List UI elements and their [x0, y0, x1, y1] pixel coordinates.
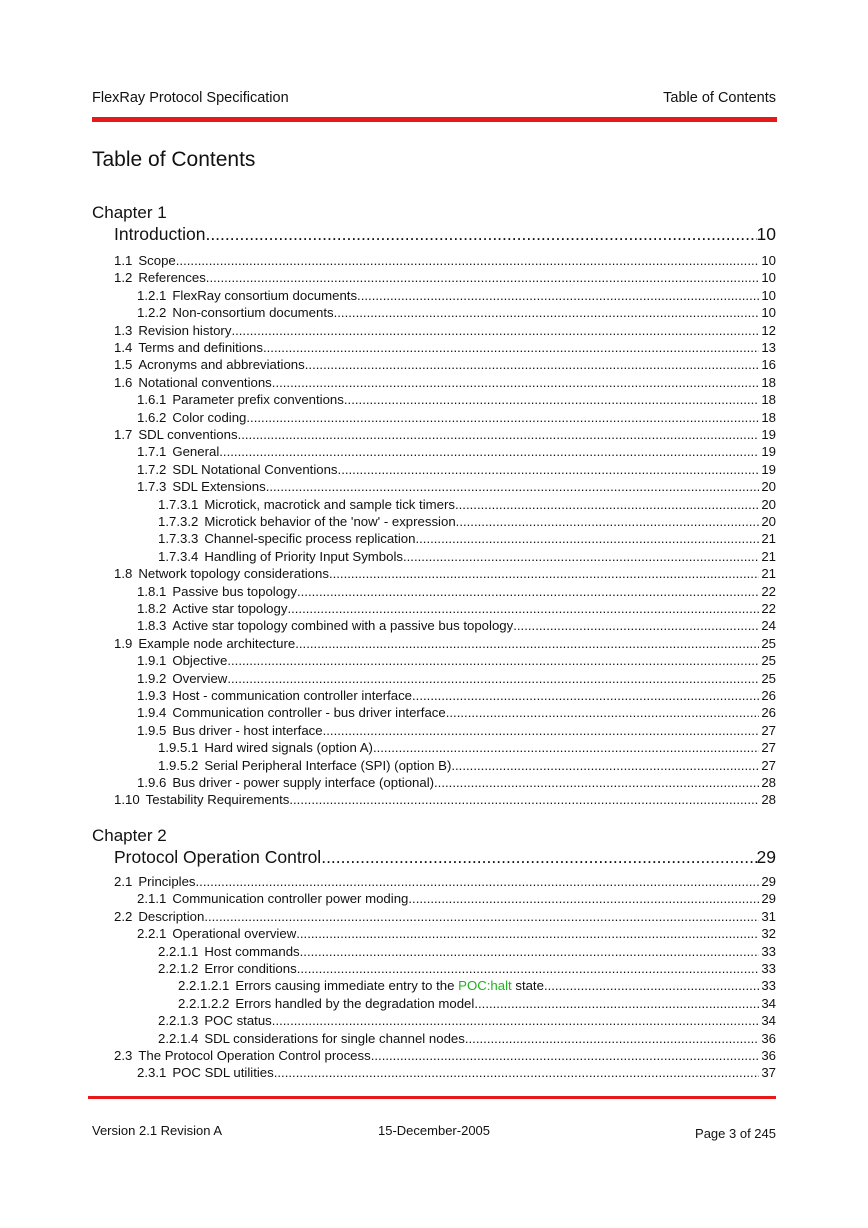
- toc-entry-text: Microtick, macrotick and sample tick timers: [204, 496, 455, 512]
- dot-leader: [434, 774, 759, 791]
- toc-entry-page: 19: [761, 444, 776, 460]
- toc-entry-page: 19: [761, 461, 776, 477]
- toc-entry-page: 37: [761, 1065, 776, 1081]
- dot-leader: [231, 322, 759, 339]
- toc-entry-label: [172, 1064, 273, 1081]
- toc-entry-text: Errors handled by the degradation model: [235, 995, 475, 1011]
- toc-entry-number: 2.1: [114, 874, 133, 889]
- toc-entry[interactable]: [158, 1012, 776, 1029]
- toc-entry-text: Bus driver - power supply interface (optional): [172, 775, 435, 790]
- toc-entry-text: Network topology considerations: [138, 566, 329, 582]
- toc-entry-number: 2.2.1.2.1: [178, 978, 230, 994]
- toc-entry-page: 16: [761, 357, 776, 373]
- toc-entry-text: Handling of Priority Input Symbols: [204, 548, 403, 564]
- toc-entry-text: Principles: [138, 874, 196, 889]
- toc-entry[interactable]: [137, 925, 776, 942]
- toc-entry-number: 2.2.1.2: [158, 961, 199, 976]
- toc-entry-number: 1.9.5: [137, 722, 167, 738]
- toc-entry[interactable]: [114, 339, 776, 356]
- toc-entry-label: [172, 925, 296, 942]
- toc-entry-label: [172, 391, 344, 408]
- page-title: Table of Contents: [92, 148, 256, 171]
- dot-leader: [357, 287, 759, 304]
- toc-entry-label: [172, 443, 219, 460]
- toc-entry-page: 28: [761, 775, 776, 790]
- toc-entry[interactable]: [137, 461, 776, 478]
- toc-entry[interactable]: [137, 704, 776, 721]
- toc-entry[interactable]: [114, 356, 776, 373]
- toc-entry-text: Testability Requirements: [145, 792, 290, 808]
- toc-entry[interactable]: [114, 565, 776, 582]
- toc-entry-text: SDL considerations for single channel nodes: [204, 1030, 465, 1046]
- dot-leader: [263, 339, 759, 356]
- toc-entry-number: 2.2.1.3: [158, 1013, 199, 1029]
- toc-entry-number: 1.9.6: [137, 775, 167, 790]
- toc-entry-text: Active star topology: [172, 601, 288, 616]
- toc-entry-label: [172, 617, 513, 634]
- toc-entry-label: [138, 873, 195, 890]
- toc-entry-text: Communication controller - bus driver interface: [172, 705, 446, 721]
- toc-entry-page: 13: [761, 340, 776, 355]
- toc-entry-page: 21: [761, 566, 776, 582]
- toc-entry[interactable]: [178, 977, 776, 994]
- toc-entry[interactable]: [114, 252, 776, 269]
- toc-entry-label: [172, 670, 227, 687]
- toc-entry-page: 22: [761, 601, 776, 616]
- dot-leader: [373, 739, 759, 756]
- toc-entry-page: 29: [761, 874, 776, 889]
- toc-entry-label: [172, 774, 434, 791]
- toc-entry-label: [204, 739, 373, 756]
- toc-entry-number: 1.7: [114, 427, 133, 442]
- toc-entry[interactable]: [114, 426, 776, 443]
- toc-entry-number: 1.10: [114, 792, 140, 808]
- toc-entry-number: 1.7.3: [137, 479, 167, 495]
- chapter-page: 29: [756, 847, 776, 867]
- dot-leader: [415, 530, 759, 547]
- toc-entry-number: 2.2.1.2.2: [178, 995, 230, 1011]
- toc-entry[interactable]: [114, 269, 776, 286]
- toc-entry-number: 1.8.2: [137, 601, 167, 616]
- toc-entry-label: [138, 374, 271, 391]
- dot-leader: [296, 925, 759, 942]
- toc-entry-text: Host commands: [204, 943, 300, 959]
- chapter-label: Chapter 2: [92, 826, 167, 845]
- toc-entry-label: [138, 269, 205, 286]
- toc-entry-text: Passive bus topology: [172, 583, 297, 599]
- dot-leader: [272, 374, 760, 391]
- toc-entry-number: 2.2: [114, 908, 133, 924]
- toc-entry-label: [172, 687, 412, 704]
- toc-entry-label: [172, 461, 337, 478]
- chapter-page: 10: [756, 224, 776, 244]
- toc-entry-page: 34: [761, 1013, 776, 1029]
- dot-leader: [344, 391, 759, 408]
- chapter-title: Protocol Operation Control: [114, 847, 322, 867]
- toc-entry[interactable]: [137, 583, 776, 600]
- footer-version: Version 2.1 Revision A: [92, 1123, 223, 1138]
- toc-entry-number: 1.7.2: [137, 461, 167, 477]
- toc-entry-text: Acronyms and abbreviations: [138, 357, 305, 373]
- toc-entry-page: 18: [761, 392, 776, 408]
- toc-entry[interactable]: [158, 757, 776, 774]
- toc-entry-number: 1.7.3.3: [158, 531, 199, 547]
- chapter-title: Introduction: [114, 224, 206, 244]
- toc-entry-number: 2.3.1: [137, 1065, 167, 1081]
- toc-entry-page: 20: [761, 514, 776, 529]
- dot-leader: [219, 443, 759, 460]
- toc-entry-label: [138, 356, 304, 373]
- toc-entry[interactable]: [114, 908, 776, 925]
- toc-entry-label: [204, 943, 299, 960]
- dot-leader: [238, 426, 760, 443]
- toc-entry-page: 26: [761, 705, 776, 721]
- toc-entry[interactable]: [137, 670, 776, 687]
- toc-entry-number: 1.9.2: [137, 670, 167, 686]
- toc-entry-text: SDL Notational Conventions: [172, 461, 338, 477]
- toc-entry[interactable]: [137, 722, 776, 739]
- toc-entry-number: 1.9.5.1: [158, 740, 199, 756]
- dot-leader: [338, 461, 760, 478]
- toc-entry[interactable]: [137, 617, 776, 634]
- toc-entry-number: 1.4: [114, 340, 133, 355]
- toc-entry[interactable]: [114, 322, 776, 339]
- toc-entry-text: Color coding: [172, 409, 247, 425]
- toc-entry-text: Revision history: [138, 322, 232, 338]
- toc-entry-text: Parameter prefix conventions: [172, 392, 344, 408]
- toc-entry-text: POC SDL utilities: [172, 1065, 274, 1081]
- dot-leader: [274, 1064, 760, 1081]
- toc-entry[interactable]: [137, 600, 776, 617]
- toc-entry-number: 1.8: [114, 566, 133, 582]
- toc-entry-label: [204, 1012, 271, 1029]
- toc-entry-number: 1.2: [114, 270, 133, 286]
- toc-entry-number: 1.3: [114, 322, 133, 338]
- footer-date: 15-December-2005: [378, 1123, 491, 1138]
- toc-entry-page: 12: [761, 322, 776, 338]
- dot-leader: [204, 908, 759, 925]
- toc-entry[interactable]: [137, 1064, 776, 1081]
- toc-entry-label: [138, 426, 237, 443]
- toc-entry-text: Microtick behavior of the 'now' - expression: [204, 514, 456, 529]
- dot-leader: [513, 617, 759, 634]
- dot-leader: [321, 846, 756, 868]
- toc-entry-number: 1.9: [114, 635, 133, 651]
- toc-entry-number: 1.7.3.4: [158, 548, 199, 564]
- toc-entry-text: Non-consortium documents: [172, 305, 334, 321]
- dot-leader: [196, 873, 760, 890]
- toc-entry-page: 24: [761, 618, 776, 634]
- toc-entry[interactable]: [114, 1047, 776, 1064]
- chapter-label: Chapter 1: [92, 203, 167, 222]
- toc-entry-text: Host - communication controller interface: [172, 688, 413, 703]
- dot-leader: [266, 478, 760, 495]
- toc-entry-page: 21: [761, 548, 776, 564]
- toc-entry-text: Operational overview: [172, 926, 297, 942]
- toc-entry[interactable]: [158, 496, 776, 513]
- toc-entry-page: 27: [761, 757, 776, 773]
- toc-entry-label: [172, 583, 297, 600]
- toc-entry-page: 25: [761, 635, 776, 651]
- toc-entry-label: [172, 704, 445, 721]
- dot-leader: [246, 409, 759, 426]
- dot-leader: [455, 496, 759, 513]
- toc-entry-page: 36: [761, 1048, 776, 1063]
- toc-entry-number: 1.7.3.1: [158, 496, 199, 512]
- toc-entry-number: 2.3: [114, 1048, 133, 1063]
- page-header: [92, 90, 776, 110]
- toc-entry-text: The Protocol Operation Control process: [138, 1048, 371, 1063]
- toc-entry[interactable]: [158, 960, 776, 977]
- toc-entry-page: 25: [761, 670, 776, 686]
- dot-leader: [329, 565, 759, 582]
- toc-entry[interactable]: [158, 548, 776, 565]
- toc-entry-page: 34: [761, 995, 776, 1011]
- dot-leader: [227, 652, 759, 669]
- toc-entry-page: 28: [761, 792, 776, 808]
- toc-entry-number: 1.6.1: [137, 392, 167, 408]
- toc-entry-number: 1.8.3: [137, 618, 167, 634]
- toc-entry-text: Scope: [138, 253, 176, 268]
- toc-entry-label: [204, 960, 296, 977]
- toc-entry-page: 10: [761, 253, 776, 268]
- toc-entry-number: 1.2.2: [137, 305, 167, 321]
- toc-entry-page: 22: [761, 583, 776, 599]
- chapter-1: [92, 203, 776, 808]
- toc-entry-text: Serial Peripheral Interface (SPI) (option B): [204, 757, 452, 773]
- toc-entry-label: [138, 908, 204, 925]
- toc-entry-label: [172, 652, 227, 669]
- toc-entry-label: [172, 478, 265, 495]
- toc-entry-label: [138, 322, 231, 339]
- footer-rule: [88, 1096, 776, 1099]
- toc-entry-text: Errors causing immediate entry to the: [235, 978, 455, 994]
- toc-entry-text: Channel-specific process replication: [204, 531, 416, 547]
- toc-entry-text: Communication controller power moding: [172, 891, 409, 907]
- toc-entry-number: 1.1: [114, 253, 133, 268]
- chapter-2: [92, 826, 776, 1081]
- toc-entry-number: 1.5: [114, 357, 133, 373]
- toc-entry[interactable]: [114, 791, 776, 808]
- toc-entry-label: [138, 252, 175, 269]
- toc-entry-number: 1.8.1: [137, 583, 167, 599]
- toc-entry[interactable]: [114, 374, 776, 391]
- toc-entry[interactable]: [137, 409, 776, 426]
- toc-entry[interactable]: [137, 774, 776, 791]
- toc-entry[interactable]: [137, 391, 776, 408]
- toc-entry[interactable]: [158, 1030, 776, 1047]
- toc-entry[interactable]: [114, 873, 776, 890]
- dot-leader: [456, 513, 760, 530]
- toc-entry-suffix: state: [515, 978, 544, 994]
- toc-entry-label: [204, 513, 455, 530]
- toc-entry-text: SDL conventions: [138, 427, 238, 442]
- toc-entry-text: Hard wired signals (option A): [204, 740, 373, 756]
- toc-entry-text: FlexRay consortium documents: [172, 287, 358, 303]
- dot-leader: [465, 1030, 759, 1047]
- toc-entry-number: 2.1.1: [137, 891, 167, 907]
- toc-entry-label: [204, 496, 455, 513]
- toc-entry-text: Terms and definitions: [138, 340, 263, 355]
- toc-entry-number: 1.6: [114, 374, 133, 390]
- dot-leader: [206, 269, 760, 286]
- toc-entry-label: [204, 1030, 465, 1047]
- toc-entry-text: Bus driver - host interface: [172, 722, 323, 738]
- toc-entry-page: 33: [761, 943, 776, 959]
- toc-entry-page: 20: [761, 496, 776, 512]
- toc-entry-text: References: [138, 270, 206, 286]
- dot-leader: [403, 548, 759, 565]
- dot-leader: [287, 600, 759, 617]
- toc-entry-text: Overview: [172, 670, 228, 686]
- toc-entry-text: Active star topology combined with a passive bus topology: [172, 618, 514, 634]
- toc-entry-label: [146, 791, 290, 808]
- toc-entry-label: [204, 530, 415, 547]
- toc-entry-label: [172, 409, 246, 426]
- toc-entry-number: 2.2.1.4: [158, 1030, 199, 1046]
- toc-entry-label: [204, 548, 403, 565]
- toc-entry-page: 29: [761, 891, 776, 907]
- toc-entry-page: 10: [761, 305, 776, 321]
- toc-entry-highlight: POC:halt: [458, 978, 512, 994]
- toc-entry-number: 1.9.3: [137, 688, 167, 703]
- toc-entry-page: 25: [761, 653, 776, 669]
- toc-entry-label: [172, 600, 287, 617]
- header-section-name: Table of Contents: [663, 90, 776, 106]
- toc-entry-page: 31: [761, 908, 776, 924]
- toc-entry-label: [138, 635, 295, 652]
- page-footer: [92, 1123, 776, 1143]
- toc-entry[interactable]: [158, 739, 776, 756]
- dot-leader: [446, 704, 760, 721]
- header-rule: [92, 117, 777, 122]
- footer-page-number: Page 3 of 245: [695, 1126, 776, 1141]
- toc-entry-label: [172, 890, 408, 907]
- toc-entry[interactable]: [137, 443, 776, 460]
- dot-leader: [408, 890, 759, 907]
- toc-entry[interactable]: [137, 287, 776, 304]
- toc-entry-page: 32: [761, 926, 776, 942]
- toc-entry-number: 2.2.1.1: [158, 943, 199, 959]
- toc-entry-page: 27: [761, 740, 776, 756]
- toc-entry-page: 18: [761, 409, 776, 425]
- toc-entry-page: 10: [761, 270, 776, 286]
- toc-entry-label: [235, 995, 474, 1012]
- toc-entry-number: 1.9.1: [137, 653, 167, 669]
- toc-entry[interactable]: [137, 687, 776, 704]
- toc-entry-page: 27: [761, 722, 776, 738]
- toc-entry-label: [235, 977, 544, 994]
- toc-entry-page: 21: [761, 531, 776, 547]
- toc-entry-label: [138, 1047, 370, 1064]
- toc-entry[interactable]: [158, 530, 776, 547]
- toc-entry-text: General: [172, 444, 220, 460]
- toc-entry[interactable]: [137, 478, 776, 495]
- toc-entry-label: [138, 565, 329, 582]
- toc-entry-text: POC status: [204, 1013, 272, 1029]
- dot-leader: [297, 583, 759, 600]
- dot-leader: [412, 687, 759, 704]
- toc-entry-text: Objective: [172, 653, 228, 669]
- toc-entry-label: [204, 757, 451, 774]
- toc-entry[interactable]: [158, 513, 776, 530]
- dot-leader: [371, 1047, 760, 1064]
- toc-entry-number: 1.7.1: [137, 444, 167, 460]
- dot-leader: [176, 252, 760, 269]
- toc-entry-page: 20: [761, 479, 776, 495]
- dot-leader: [323, 722, 760, 739]
- toc-entry-number: 1.9.5.2: [158, 757, 199, 773]
- dot-leader: [544, 977, 759, 994]
- toc-entry-page: 19: [761, 427, 776, 442]
- dot-leader: [205, 223, 756, 245]
- toc-entry-text: Notational conventions: [138, 374, 272, 390]
- toc-entry-number: 1.6.2: [137, 409, 167, 425]
- toc-entry-page: 36: [761, 1030, 776, 1046]
- toc-entry-label: [138, 339, 263, 356]
- toc-entry[interactable]: [158, 943, 776, 960]
- toc-entry-page: 26: [761, 688, 776, 703]
- dot-leader: [305, 356, 760, 373]
- dot-leader: [297, 960, 760, 977]
- toc-entry-label: [172, 722, 322, 739]
- toc-entry-text: Example node architecture: [138, 635, 296, 651]
- toc-entry-page: 33: [761, 978, 776, 994]
- toc-entry-label: [172, 304, 333, 321]
- toc-entry[interactable]: [137, 890, 776, 907]
- dot-leader: [289, 791, 759, 808]
- toc-entry-text: Description: [138, 908, 205, 924]
- toc-entry[interactable]: [137, 652, 776, 669]
- toc-entry[interactable]: [137, 304, 776, 321]
- dot-leader: [295, 635, 759, 652]
- toc-entry-number: 2.2.1: [137, 926, 167, 942]
- toc-entry-page: 10: [761, 287, 776, 303]
- toc-entry-page: 18: [761, 374, 776, 390]
- dot-leader: [300, 943, 760, 960]
- toc-entry-label: [172, 287, 357, 304]
- toc-entry-text: SDL Extensions: [172, 479, 266, 495]
- dot-leader: [272, 1012, 760, 1029]
- toc-entry[interactable]: [114, 635, 776, 652]
- dot-leader: [334, 304, 760, 321]
- toc-entry-text: Error conditions: [204, 961, 297, 976]
- toc-entry-number: 1.9.4: [137, 705, 167, 721]
- header-doc-name: FlexRay Protocol Specification: [92, 90, 289, 106]
- dot-leader: [474, 995, 759, 1012]
- dot-leader: [451, 757, 759, 774]
- toc-entry-number: 1.7.3.2: [158, 514, 199, 529]
- chapter-title-link[interactable]: [114, 223, 776, 245]
- chapter-title-link[interactable]: [114, 846, 776, 868]
- toc-entry-page: 33: [761, 961, 776, 976]
- toc-entry[interactable]: [178, 995, 776, 1012]
- dot-leader: [227, 670, 759, 687]
- toc-entry-number: 1.2.1: [137, 287, 167, 303]
